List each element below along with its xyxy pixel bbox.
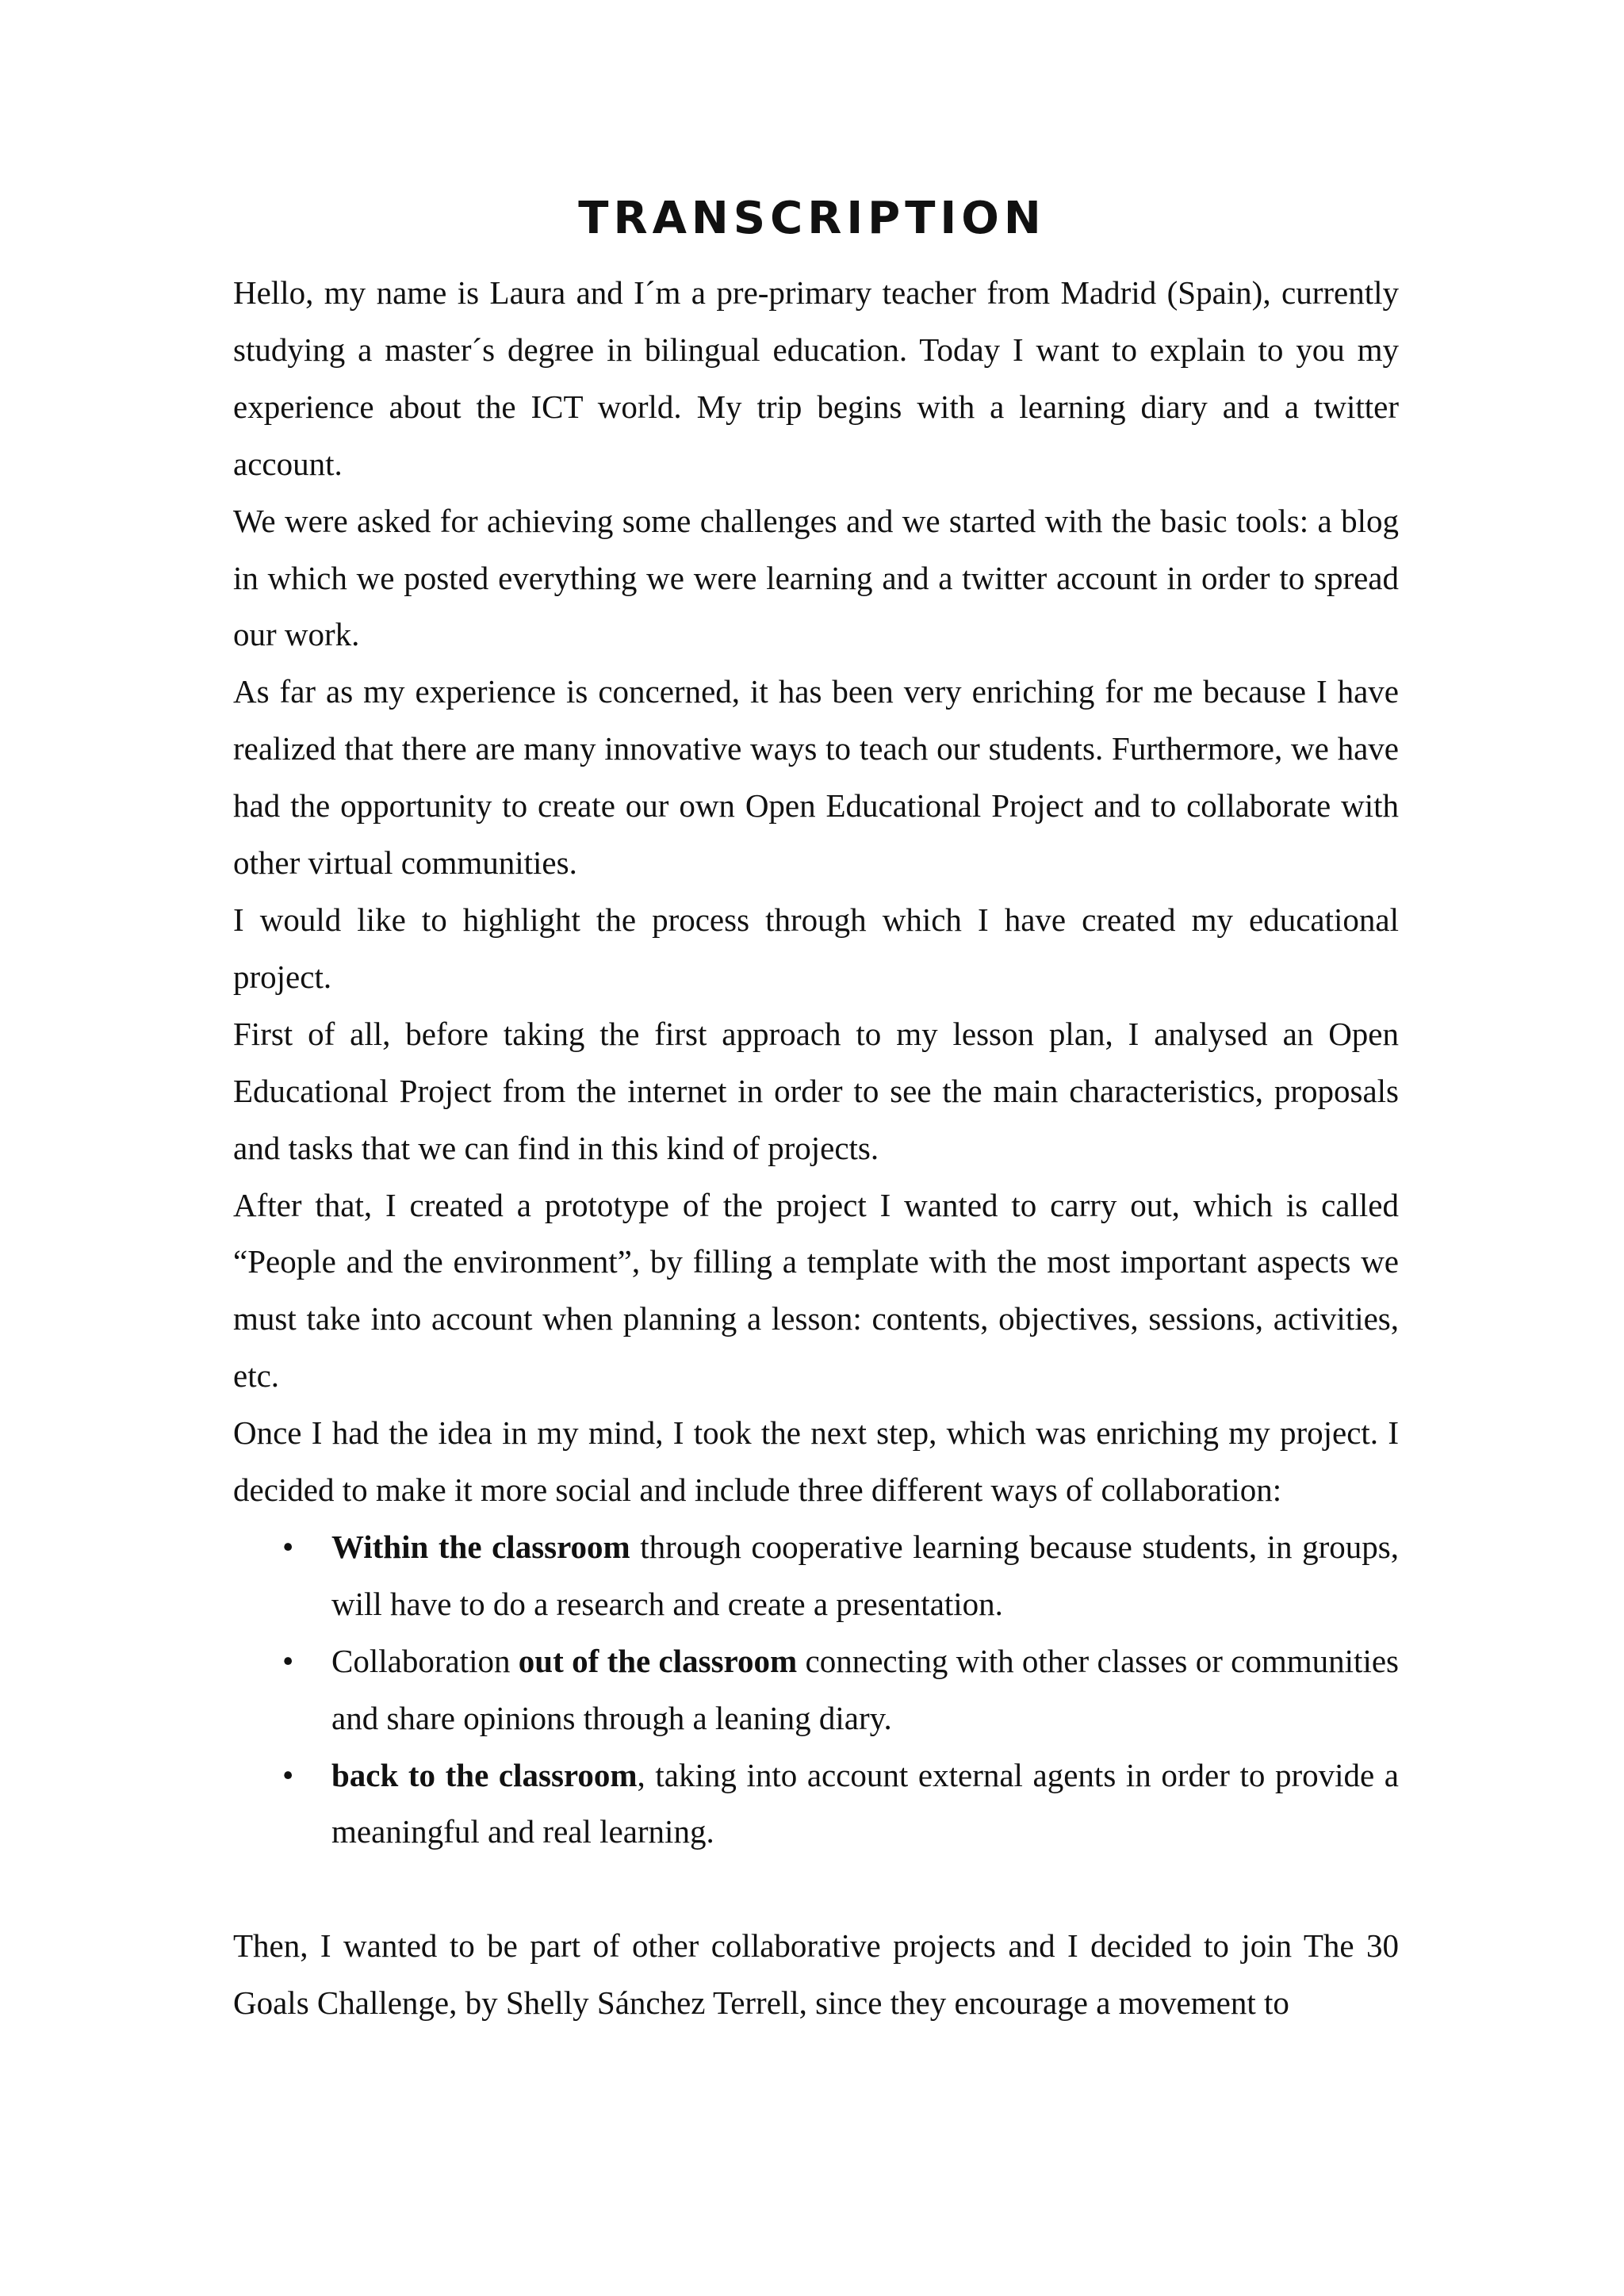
bullet-icon: • xyxy=(282,1528,294,1565)
paragraph-prototype: After that, I created a prototype of the project I wanted to carry out, which is called “People and the environment”, by filling a template with the most important aspects we must take into account when planning a lesson: contents, objectives, sessions, activities, etc. xyxy=(233,1186,1399,1395)
paragraph-first-approach: First of all, before taking the first approach to my lesson plan, I analysed an Open Educational Project from the internet in order to see the main characteristics, proposals and tasks that we can find in this kind of projects. xyxy=(233,1015,1399,1166)
bullet-icon: • xyxy=(282,1756,294,1793)
paragraph-30-goals: Then, I wanted to be part of other collaborative projects and I decided to join The 30 Goals Challenge, by Shelly Sánchez Terrell, since they encourage a movement to xyxy=(233,1927,1399,2022)
paragraph-introduction: Hello, my name is Laura and I´m a pre-primary teacher from Madrid (Spain), currently studying a master´s degree in bilingual education. Today I want to explain to you my experience about the ICT world. My trip begins with a learning diary and a twitter account. xyxy=(233,274,1399,482)
blank-line xyxy=(233,1861,1399,1918)
list-item-text-after: connecting with other classes or communities and share opinions through a leaning diary. xyxy=(331,1642,1399,1736)
list-item-bold: out of the classroom xyxy=(518,1642,798,1679)
paragraph-challenges: We were asked for achieving some challenges and we started with the basic tools: a blog in which we posted everything we were learning and a twitter account in order to spread our work. xyxy=(233,502,1399,653)
list-item-bold: Within the classroom xyxy=(331,1528,630,1565)
list-item xyxy=(282,1633,1399,1747)
transcription-body xyxy=(233,265,1399,2032)
collaboration-list xyxy=(233,1519,1399,1861)
list-item-bold: back to the classroom xyxy=(331,1756,638,1793)
list-item-text-after: , taking into account external agents in order to provide a meaningful and real learning. xyxy=(331,1756,1399,1850)
paragraph-highlight: I would like to highlight the process through which I have created my educational project. xyxy=(233,901,1399,995)
bullet-icon: • xyxy=(282,1642,294,1679)
page-title: TRANSCRIPTION xyxy=(578,193,1046,244)
list-item-text-after: through cooperative learning because students, in groups, will have to do a research and create a presentation. xyxy=(331,1528,1399,1622)
list-item xyxy=(282,1519,1399,1633)
paragraph-experience: As far as my experience is concerned, it has been very enriching for me because I have realized that there are many innovative ways to teach our students. Furthermore, we have had the opportunity to create our own Open Educational Project and to collaborate with other virtual communities. xyxy=(233,673,1399,882)
list-item-text-before: Collaboration xyxy=(331,1642,519,1679)
list-item xyxy=(282,1747,1399,1862)
paragraph-next-step: Once I had the idea in my mind, I took the next step, which was enriching my project. I decided to make it more social and include three different ways of collaboration: xyxy=(233,1414,1399,1509)
